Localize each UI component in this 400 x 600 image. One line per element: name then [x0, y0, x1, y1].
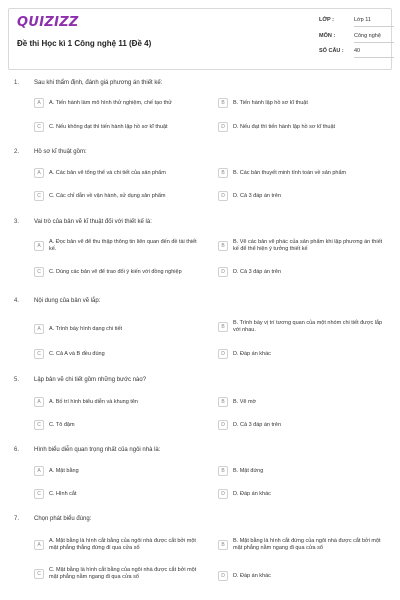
option-text: B. Trình bày vị trí tương quan của một nhóm chi tiết được lắp với nhau.	[233, 320, 383, 333]
info-underline	[354, 26, 394, 27]
option-text: B. Tiến hành lập hồ sơ kĩ thuật	[233, 99, 308, 106]
option-a[interactable]	[34, 324, 199, 334]
option-letter: C	[34, 420, 44, 430]
option-d[interactable]	[218, 122, 383, 132]
option-d[interactable]	[218, 349, 383, 359]
option-d[interactable]	[218, 191, 383, 201]
question-number: 2.	[14, 149, 20, 155]
option-text: A. Các bản vẽ tổng thể và chi tiết của sản phẩm	[49, 169, 166, 176]
option-b[interactable]	[218, 320, 383, 334]
option-b[interactable]	[218, 397, 383, 407]
option-letter: C	[34, 267, 44, 277]
option-c[interactable]	[34, 349, 199, 359]
option-letter: D	[218, 191, 228, 201]
option-text: C. Dùng các bản vẽ để trao đổi ý kiến với đồng nghiệp	[49, 268, 182, 275]
question-number: 7.	[14, 516, 20, 522]
option-d[interactable]	[218, 571, 383, 581]
option-c[interactable]	[34, 191, 199, 201]
question-number: 3.	[14, 219, 20, 225]
option-text: B. Vẽ các bản vẽ phác của sản phẩm khi lập phương án thiết kế để thể hiện ý tưởng thiết kế	[233, 239, 383, 252]
option-letter: A	[34, 98, 44, 108]
option-text: B. Mặt bằng là hình cắt đứng của ngôi nhà được cắt bởi một mặt phẳng nằm ngang đi qua cửa sổ	[233, 538, 381, 551]
option-letter: A	[34, 324, 44, 334]
option-a[interactable]	[34, 538, 199, 552]
question-number: 5.	[14, 377, 20, 383]
info-label: LỚP :	[319, 17, 334, 23]
option-c[interactable]	[34, 267, 199, 277]
option-text: C. Nếu không đạt thì tiến hành lập hồ sơ kĩ thuật	[49, 123, 168, 130]
option-letter: B	[218, 98, 228, 108]
option-letter: A	[34, 241, 44, 251]
option-letter: D	[218, 489, 228, 499]
option-a[interactable]	[34, 168, 199, 178]
option-letter: C	[34, 122, 44, 132]
option-letter: B	[218, 168, 228, 178]
info-value: Công nghệ	[354, 33, 381, 39]
question-number: 1.	[14, 80, 20, 86]
option-text: A. Tiến hành làm mô hình thử nghiệm, chế tạo thử	[49, 99, 172, 106]
option-text: B. Mặt đứng	[233, 467, 264, 474]
option-text: D. Nếu đạt thì tiến hành lập hồ sơ kĩ thuật	[233, 123, 336, 130]
question-number: 6.	[14, 447, 20, 453]
option-letter: A	[34, 540, 44, 550]
option-letter: A	[34, 466, 44, 476]
option-b[interactable]	[218, 538, 383, 552]
info-label: MÔN :	[319, 33, 336, 39]
option-letter: B	[218, 322, 228, 332]
option-letter: A	[34, 168, 44, 178]
option-text: B. Vẽ mờ	[233, 398, 257, 405]
question-text: Sau khi thẩm định, đánh giá phương án thiết kế:	[34, 80, 163, 86]
option-text: C. Tô đậm	[49, 421, 75, 428]
option-letter: B	[218, 397, 228, 407]
option-b[interactable]	[218, 98, 383, 108]
option-b[interactable]	[218, 466, 383, 476]
option-c[interactable]	[34, 489, 199, 499]
option-letter: C	[34, 489, 44, 499]
exam-header	[8, 8, 392, 70]
option-b[interactable]	[218, 239, 383, 253]
option-letter: C	[34, 569, 44, 579]
option-c[interactable]	[34, 122, 199, 132]
info-value: Lớp 11	[354, 17, 371, 23]
option-b[interactable]	[218, 168, 383, 178]
option-letter: A	[34, 397, 44, 407]
option-letter: D	[218, 420, 228, 430]
option-text: C. Các chỉ dẫn về vận hành, sử dụng sản phẩm	[49, 192, 166, 199]
option-text: A. Bố trí hình biểu diễn và khung tên	[49, 398, 138, 405]
option-d[interactable]	[218, 420, 383, 430]
option-c[interactable]	[34, 420, 199, 430]
info-label: SỐ CÂU :	[319, 48, 344, 54]
question-text: Lập bản vẽ chi tiết gồm những bước nào?	[34, 377, 147, 383]
option-a[interactable]	[34, 239, 199, 253]
option-letter: C	[34, 191, 44, 201]
option-text: C. Cả A và B đều đúng	[49, 350, 105, 357]
option-letter: D	[218, 349, 228, 359]
info-value: 40	[354, 48, 361, 54]
option-letter: B	[218, 466, 228, 476]
option-letter: D	[218, 122, 228, 132]
question-text: Hình biểu diễn quan trọng nhất của ngôi nhà là:	[34, 447, 161, 453]
option-text: D. Cả 3 đáp án trên	[233, 268, 282, 275]
option-text: A. Đọc bản vẽ để thu thập thông tin liên quan đến đề tài thiết kế.	[49, 239, 197, 252]
option-letter: D	[218, 571, 228, 581]
quizizz-logo: QUIZIZZ	[17, 15, 79, 30]
info-underline	[354, 42, 394, 43]
option-a[interactable]	[34, 98, 199, 108]
question-number: 4.	[14, 298, 20, 304]
option-letter: B	[218, 241, 228, 251]
question-text: Vai trò của bản vẽ kĩ thuật đối với thiết kế là:	[34, 219, 152, 225]
option-text: A. Trình bày hình dạng chi tiết	[49, 325, 123, 332]
option-d[interactable]	[218, 267, 383, 277]
option-letter: D	[218, 267, 228, 277]
option-c[interactable]	[34, 567, 199, 581]
option-text: D. Đáp án khác	[233, 350, 271, 357]
option-letter: B	[218, 540, 228, 550]
question-text: Chọn phát biểu đúng:	[34, 516, 92, 522]
option-text: D. Đáp án khác	[233, 490, 271, 497]
option-d[interactable]	[218, 489, 383, 499]
option-letter: C	[34, 349, 44, 359]
option-text: D. Cả 3 đáp án trên	[233, 192, 282, 199]
option-text: A. Mặt bằng là hình cắt bằng của ngôi nhà được cắt bởi một mặt phẳng thẳng đứng đi qua cửa sổ	[49, 538, 196, 551]
option-text: A. Mặt bằng	[49, 467, 79, 474]
info-underline	[354, 57, 394, 58]
exam-title: Đề thi Học kì 1 Công nghệ 11 (Đề 4)	[17, 39, 152, 48]
option-a[interactable]	[34, 466, 199, 476]
question-text: Nội dung của bản vẽ lắp:	[34, 298, 101, 304]
option-text: D. Đáp án khác	[233, 572, 271, 579]
option-text: B. Các bản thuyết minh tính toán về sản phẩm	[233, 169, 347, 176]
option-a[interactable]	[34, 397, 199, 407]
question-text: Hồ sơ kĩ thuật gồm:	[34, 149, 87, 155]
option-text: D. Cả 3 đáp án trên	[233, 421, 282, 428]
option-text: C. Mặt bằng là hình cắt bằng của ngôi nhà được cắt bởi một mặt phẳng nằm ngang đi qua cửa sổ	[49, 567, 197, 580]
option-text: C. Hình cắt	[49, 490, 77, 497]
